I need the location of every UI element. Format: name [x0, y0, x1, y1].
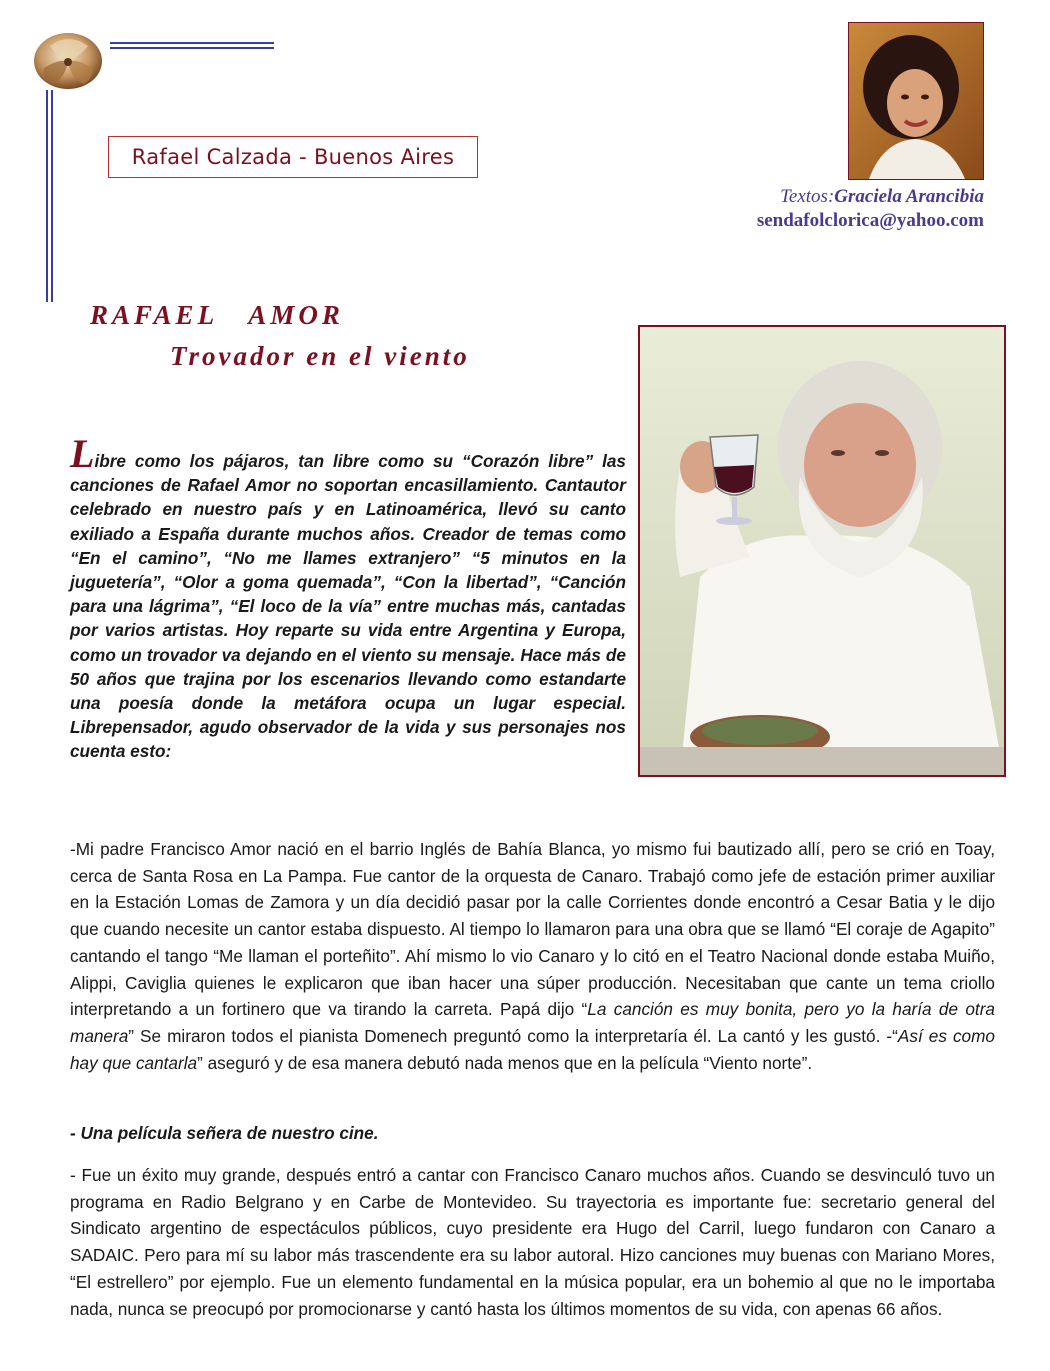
drop-cap: L: [70, 431, 95, 476]
paragraph-text: -Mi padre Francisco Amor nació en el barrio Inglés de Bahía Blanca, yo mismo fui bautizado allí, pero se crió en Toay, cerca de Santa Rosa en La Pampa. Fue cantor de la orquesta de Canaro. Trabajó como jefe de estación primer auxiliar en la Estación Lomas de Zamora y un día decidió pasar por la calle Corrientes donde encontró a Cesar Batia y le dijo que cuando necesite un cantor estaba dispuesto. Al tiempo lo llamaron para una obra que se llamó “El coraje de Agapito” cantando el tango “Me llaman el porteñito”. Ahí mismo lo vio Canaro y lo citó en el Teatro Nacional donde estaba Muiño, Alippi, Caviglia quienes le explicaron que iban hacer una súper producción. Necesitaban que cante un tema criollo interpretando a un fortinero que va tirando la carreta. Papá dijo “: [70, 839, 995, 1020]
decorative-rule: [110, 47, 274, 49]
author-credit: [757, 186, 984, 232]
quote-text: La canción es muy bonita, pero yo la haría de otra manera: [70, 999, 995, 1046]
body-paragraph: [70, 836, 995, 1076]
body-paragraph: - Fue un éxito muy grande, después entró a cantar con Francisco Canaro muchos años. Cuando se desvinculó tuvo un programa en Radio Belgrano y en Carbe de Montevideo. Su trayectoria es importante fue: secretario general del Sindicato argentino de espectáculos públicos, cuyo presidente era Hugo del Carril, luego fundaron con Canaro a SADAIC. Pero para mí su labor más trascendente era su labor autoral. Hizo canciones muy buenas con Mariano Mores, “El estrellero” por ejemplo. Fue un elemento fundamental en la música popular, era un bohemio al que no le importaba nada, nunca se preocupó por promocionarse y cantó hasta los últimos momentos de su vida, con apenas 66 años.: [70, 1165, 995, 1319]
intro-paragraph: [70, 431, 626, 764]
article-title: RAFAEL AMOR: [90, 300, 344, 330]
author-name: Graciela Arancibia: [834, 186, 984, 207]
decorative-rule: [110, 42, 274, 44]
article-subtitle: Trovador en el viento: [170, 341, 470, 371]
author-photo: [848, 22, 984, 180]
decorative-rule-vertical: [51, 90, 53, 302]
intro-text: ibre como los pájaros, tan libre como su “Corazón libre” las canciones de Rafael Amor no soportan encasillamiento. Cantautor celebrado en nuestro país y en Latinoamérica, llevó su canto exiliado a España durante muchos años. Creador de temas como “En el camino”, “No me llames extranjero” “5 minutos en la juguetería”, “Olor a goma quemada”, “Con la libertad”, “Canción para una lágrima”, “El loco de la vía” entre muchas más, cantadas por varios artistas. Hoy reparte su vida entre Argentina y Europa, como un trovador va dejando en el viento su mensaje. Hace más de 50 años que trajina por los escenarios llevando como estandarte una poesía donde la metáfora ocupa un lugar especial. Librepensador, agudo observador de la vida y sus personajes nos cuenta esto:: [70, 451, 626, 762]
rafael-amor-photo: [638, 325, 1006, 777]
interview-question: - Una película señera de nuestro cine.: [70, 1123, 379, 1143]
credit-label: Textos:: [780, 186, 835, 207]
author-email: sendafolclorica@yahoo.com: [756, 210, 984, 231]
location-label: Rafael Calzada - Buenos Aires: [108, 136, 478, 178]
decorative-shell-logo: [30, 28, 108, 94]
decorative-rule-vertical: [46, 90, 48, 302]
article-headline: [90, 300, 470, 372]
paragraph-text: ” Se miraron todos el pianista Domenech preguntó como la interpretaría él. La cantó y les gustó. -“: [128, 1025, 898, 1046]
quote-text: Así es como hay que cantarla: [70, 1025, 995, 1073]
paragraph-text: ” aseguró y de esa manera debutó nada menos que en la película “Viento norte”.: [197, 1052, 813, 1073]
credit-line: [757, 186, 984, 208]
